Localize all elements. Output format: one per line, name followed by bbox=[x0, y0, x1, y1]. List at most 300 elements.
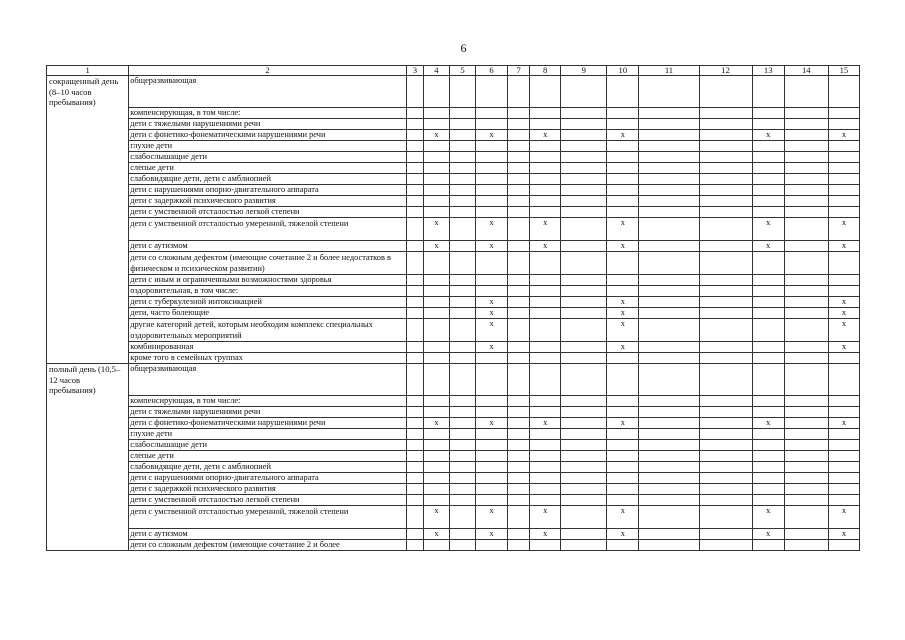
empty-cell bbox=[449, 407, 475, 418]
empty-cell bbox=[828, 207, 859, 218]
empty-cell bbox=[423, 108, 449, 119]
mark-x: x bbox=[476, 297, 508, 308]
empty-cell bbox=[699, 286, 752, 297]
empty-cell bbox=[476, 119, 508, 130]
empty-cell bbox=[752, 319, 784, 342]
empty-cell bbox=[784, 286, 828, 297]
category-cell: комбинированная bbox=[129, 342, 407, 353]
empty-cell bbox=[561, 451, 607, 462]
empty-cell bbox=[828, 462, 859, 473]
empty-cell bbox=[423, 440, 449, 451]
table-row bbox=[47, 429, 860, 440]
table-row bbox=[47, 506, 860, 529]
empty-cell bbox=[476, 364, 508, 396]
empty-cell bbox=[699, 218, 752, 241]
empty-cell bbox=[508, 207, 530, 218]
table-row bbox=[47, 484, 860, 495]
group-label-continuation bbox=[47, 207, 129, 218]
empty-cell bbox=[530, 319, 561, 342]
empty-cell bbox=[449, 495, 475, 506]
empty-cell bbox=[639, 353, 699, 364]
mark-x: x bbox=[530, 218, 561, 241]
empty-cell bbox=[699, 506, 752, 529]
group-label-continuation bbox=[47, 252, 129, 275]
empty-cell bbox=[561, 440, 607, 451]
table-row bbox=[47, 218, 860, 241]
empty-cell bbox=[784, 418, 828, 429]
empty-cell bbox=[561, 353, 607, 364]
column-header: 15 bbox=[828, 66, 859, 76]
empty-cell bbox=[607, 207, 639, 218]
empty-cell bbox=[530, 152, 561, 163]
table-row bbox=[47, 174, 860, 185]
mark-x: x bbox=[607, 241, 639, 252]
empty-cell bbox=[423, 76, 449, 108]
empty-cell bbox=[607, 451, 639, 462]
empty-cell bbox=[699, 319, 752, 342]
empty-cell bbox=[639, 241, 699, 252]
empty-cell bbox=[423, 540, 449, 551]
empty-cell bbox=[476, 495, 508, 506]
empty-cell bbox=[476, 540, 508, 551]
empty-cell bbox=[561, 108, 607, 119]
empty-cell bbox=[406, 429, 423, 440]
mark-x: x bbox=[828, 308, 859, 319]
empty-cell bbox=[508, 462, 530, 473]
empty-cell bbox=[406, 185, 423, 196]
empty-cell bbox=[639, 163, 699, 174]
empty-cell bbox=[828, 163, 859, 174]
empty-cell bbox=[639, 174, 699, 185]
empty-cell bbox=[752, 163, 784, 174]
empty-cell bbox=[423, 163, 449, 174]
empty-cell bbox=[561, 241, 607, 252]
mark-x: x bbox=[423, 506, 449, 529]
mark-x: x bbox=[752, 218, 784, 241]
empty-cell bbox=[449, 440, 475, 451]
group-label-continuation bbox=[47, 506, 129, 529]
group-label-continuation bbox=[47, 152, 129, 163]
empty-cell bbox=[476, 108, 508, 119]
empty-cell bbox=[530, 252, 561, 275]
mark-x: x bbox=[752, 506, 784, 529]
empty-cell bbox=[508, 286, 530, 297]
empty-cell bbox=[530, 108, 561, 119]
table-row bbox=[47, 141, 860, 152]
empty-cell bbox=[423, 495, 449, 506]
empty-cell bbox=[561, 396, 607, 407]
mark-x: x bbox=[828, 130, 859, 141]
empty-cell bbox=[561, 185, 607, 196]
empty-cell bbox=[699, 342, 752, 353]
empty-cell bbox=[752, 484, 784, 495]
empty-cell bbox=[423, 451, 449, 462]
empty-cell bbox=[449, 241, 475, 252]
empty-cell bbox=[561, 286, 607, 297]
empty-cell bbox=[561, 207, 607, 218]
empty-cell bbox=[530, 297, 561, 308]
empty-cell bbox=[561, 163, 607, 174]
empty-cell bbox=[699, 418, 752, 429]
mark-x: x bbox=[476, 241, 508, 252]
category-cell: дети с умственной отсталостью умеренной, тяжелой степени bbox=[129, 506, 407, 529]
empty-cell bbox=[607, 76, 639, 108]
empty-cell bbox=[449, 364, 475, 396]
group-label-continuation bbox=[47, 529, 129, 540]
category-cell: дети с аутизмом bbox=[129, 529, 407, 540]
empty-cell bbox=[752, 396, 784, 407]
empty-cell bbox=[639, 130, 699, 141]
empty-cell bbox=[530, 163, 561, 174]
empty-cell bbox=[752, 286, 784, 297]
category-cell: глухие дети bbox=[129, 429, 407, 440]
empty-cell bbox=[607, 462, 639, 473]
empty-cell bbox=[476, 353, 508, 364]
group-label-continuation bbox=[47, 319, 129, 342]
empty-cell bbox=[476, 141, 508, 152]
empty-cell bbox=[639, 141, 699, 152]
mark-x: x bbox=[828, 241, 859, 252]
empty-cell bbox=[508, 108, 530, 119]
empty-cell bbox=[530, 342, 561, 353]
mark-x: x bbox=[530, 506, 561, 529]
empty-cell bbox=[476, 174, 508, 185]
empty-cell bbox=[561, 119, 607, 130]
empty-cell bbox=[508, 163, 530, 174]
empty-cell bbox=[423, 275, 449, 286]
empty-cell bbox=[784, 540, 828, 551]
empty-cell bbox=[828, 495, 859, 506]
group-label-continuation bbox=[47, 429, 129, 440]
empty-cell bbox=[476, 152, 508, 163]
empty-cell bbox=[423, 462, 449, 473]
empty-cell bbox=[561, 130, 607, 141]
group-label-continuation bbox=[47, 174, 129, 185]
column-header: 3 bbox=[406, 66, 423, 76]
empty-cell bbox=[639, 119, 699, 130]
column-header: 2 bbox=[129, 66, 407, 76]
group-label-continuation bbox=[47, 185, 129, 196]
group-label-continuation bbox=[47, 286, 129, 297]
empty-cell bbox=[423, 196, 449, 207]
group-label-continuation bbox=[47, 342, 129, 353]
empty-cell bbox=[828, 141, 859, 152]
empty-cell bbox=[406, 353, 423, 364]
mark-x: x bbox=[828, 506, 859, 529]
empty-cell bbox=[423, 429, 449, 440]
empty-cell bbox=[508, 130, 530, 141]
empty-cell bbox=[752, 196, 784, 207]
empty-cell bbox=[449, 308, 475, 319]
empty-cell bbox=[561, 473, 607, 484]
empty-cell bbox=[752, 119, 784, 130]
mark-x: x bbox=[828, 319, 859, 342]
empty-cell bbox=[508, 119, 530, 130]
empty-cell bbox=[530, 484, 561, 495]
empty-cell bbox=[423, 119, 449, 130]
empty-cell bbox=[784, 130, 828, 141]
empty-cell bbox=[699, 308, 752, 319]
empty-cell bbox=[476, 163, 508, 174]
table-row bbox=[47, 185, 860, 196]
category-cell: дети с тяжелыми нарушениями речи bbox=[129, 407, 407, 418]
empty-cell bbox=[607, 174, 639, 185]
mark-x: x bbox=[423, 241, 449, 252]
empty-cell bbox=[784, 529, 828, 540]
empty-cell bbox=[508, 241, 530, 252]
empty-cell bbox=[828, 119, 859, 130]
group-label-continuation bbox=[47, 418, 129, 429]
empty-cell bbox=[406, 130, 423, 141]
category-cell: дети с умственной отсталостью легкой степени bbox=[129, 495, 407, 506]
empty-cell bbox=[508, 174, 530, 185]
table-row bbox=[47, 451, 860, 462]
group-label-continuation bbox=[47, 495, 129, 506]
empty-cell bbox=[699, 119, 752, 130]
empty-cell bbox=[699, 451, 752, 462]
empty-cell bbox=[828, 353, 859, 364]
empty-cell bbox=[828, 174, 859, 185]
empty-cell bbox=[784, 185, 828, 196]
category-cell: слабовидящие дети, дети с амблиопией bbox=[129, 462, 407, 473]
empty-cell bbox=[508, 308, 530, 319]
empty-cell bbox=[406, 342, 423, 353]
mark-x: x bbox=[476, 506, 508, 529]
empty-cell bbox=[508, 506, 530, 529]
empty-cell bbox=[607, 484, 639, 495]
empty-cell bbox=[406, 141, 423, 152]
empty-cell bbox=[449, 451, 475, 462]
category-cell: дети с иным и ограниченными возможностями здоровья bbox=[129, 275, 407, 286]
empty-cell bbox=[449, 252, 475, 275]
category-cell: дети с туберкулезной интоксикацией bbox=[129, 297, 407, 308]
group-label-continuation bbox=[47, 141, 129, 152]
group-label-continuation bbox=[47, 130, 129, 141]
table-row bbox=[47, 342, 860, 353]
empty-cell bbox=[561, 218, 607, 241]
table-row bbox=[47, 540, 860, 551]
empty-cell bbox=[406, 407, 423, 418]
empty-cell bbox=[828, 484, 859, 495]
group-label: сокращенный день (8–10 часов пребывания) bbox=[47, 76, 129, 108]
empty-cell bbox=[828, 108, 859, 119]
empty-cell bbox=[752, 275, 784, 286]
empty-cell bbox=[639, 364, 699, 396]
empty-cell bbox=[607, 396, 639, 407]
mark-x: x bbox=[476, 130, 508, 141]
category-cell: дети со сложным дефектом (имеющие сочетание 2 и более недостатков в физическом и психическом развитии) bbox=[129, 252, 407, 275]
empty-cell bbox=[639, 297, 699, 308]
empty-cell bbox=[699, 152, 752, 163]
empty-cell bbox=[508, 353, 530, 364]
empty-cell bbox=[449, 429, 475, 440]
empty-cell bbox=[784, 218, 828, 241]
category-cell: компенсирующая, в том числе: bbox=[129, 396, 407, 407]
empty-cell bbox=[423, 207, 449, 218]
empty-cell bbox=[699, 396, 752, 407]
category-cell: дети с умственной отсталостью легкой степени bbox=[129, 207, 407, 218]
empty-cell bbox=[449, 141, 475, 152]
empty-cell bbox=[639, 540, 699, 551]
mark-x: x bbox=[828, 297, 859, 308]
empty-cell bbox=[699, 163, 752, 174]
empty-cell bbox=[828, 275, 859, 286]
empty-cell bbox=[561, 76, 607, 108]
empty-cell bbox=[699, 429, 752, 440]
empty-cell bbox=[784, 353, 828, 364]
empty-cell bbox=[639, 252, 699, 275]
group-label-continuation bbox=[47, 484, 129, 495]
empty-cell bbox=[607, 407, 639, 418]
category-cell: слепые дети bbox=[129, 451, 407, 462]
empty-cell bbox=[607, 353, 639, 364]
empty-cell bbox=[607, 440, 639, 451]
empty-cell bbox=[406, 319, 423, 342]
empty-cell bbox=[530, 353, 561, 364]
category-cell: дети с фонетико-фонематическими нарушениями речи bbox=[129, 130, 407, 141]
table-row bbox=[47, 286, 860, 297]
empty-cell bbox=[423, 407, 449, 418]
empty-cell bbox=[752, 540, 784, 551]
empty-cell bbox=[752, 451, 784, 462]
empty-cell bbox=[476, 429, 508, 440]
empty-cell bbox=[530, 76, 561, 108]
empty-cell bbox=[784, 252, 828, 275]
mark-x: x bbox=[530, 418, 561, 429]
group-label-continuation bbox=[47, 396, 129, 407]
empty-cell bbox=[449, 207, 475, 218]
empty-cell bbox=[784, 319, 828, 342]
empty-cell bbox=[508, 407, 530, 418]
table-row bbox=[47, 241, 860, 252]
empty-cell bbox=[607, 141, 639, 152]
column-header: 13 bbox=[752, 66, 784, 76]
empty-cell bbox=[476, 473, 508, 484]
empty-cell bbox=[699, 297, 752, 308]
empty-cell bbox=[406, 297, 423, 308]
empty-cell bbox=[752, 76, 784, 108]
empty-cell bbox=[449, 218, 475, 241]
empty-cell bbox=[784, 297, 828, 308]
mark-x: x bbox=[607, 506, 639, 529]
mark-x: x bbox=[476, 529, 508, 540]
mark-x: x bbox=[607, 319, 639, 342]
empty-cell bbox=[784, 473, 828, 484]
empty-cell bbox=[508, 319, 530, 342]
empty-cell bbox=[828, 185, 859, 196]
mark-x: x bbox=[607, 529, 639, 540]
empty-cell bbox=[449, 462, 475, 473]
empty-cell bbox=[423, 252, 449, 275]
empty-cell bbox=[530, 473, 561, 484]
empty-cell bbox=[423, 319, 449, 342]
empty-cell bbox=[476, 396, 508, 407]
empty-cell bbox=[508, 529, 530, 540]
table-row bbox=[47, 308, 860, 319]
empty-cell bbox=[561, 196, 607, 207]
empty-cell bbox=[828, 286, 859, 297]
empty-cell bbox=[508, 196, 530, 207]
mark-x: x bbox=[423, 218, 449, 241]
group-label-continuation bbox=[47, 196, 129, 207]
empty-cell bbox=[508, 275, 530, 286]
empty-cell bbox=[828, 407, 859, 418]
empty-cell bbox=[784, 407, 828, 418]
empty-cell bbox=[423, 484, 449, 495]
empty-cell bbox=[699, 473, 752, 484]
group-label-continuation bbox=[47, 308, 129, 319]
column-header: 14 bbox=[784, 66, 828, 76]
empty-cell bbox=[449, 540, 475, 551]
empty-cell bbox=[828, 440, 859, 451]
empty-cell bbox=[530, 462, 561, 473]
empty-cell bbox=[699, 495, 752, 506]
category-cell: кроме того в семейных группах bbox=[129, 353, 407, 364]
empty-cell bbox=[423, 286, 449, 297]
empty-cell bbox=[828, 364, 859, 396]
empty-cell bbox=[561, 529, 607, 540]
category-cell: слабослышащие дети bbox=[129, 152, 407, 163]
empty-cell bbox=[699, 185, 752, 196]
empty-cell bbox=[639, 275, 699, 286]
empty-cell bbox=[699, 196, 752, 207]
empty-cell bbox=[406, 207, 423, 218]
mark-x: x bbox=[530, 529, 561, 540]
empty-cell bbox=[752, 252, 784, 275]
empty-cell bbox=[699, 207, 752, 218]
empty-cell bbox=[639, 506, 699, 529]
mark-x: x bbox=[476, 418, 508, 429]
empty-cell bbox=[508, 451, 530, 462]
empty-cell bbox=[828, 196, 859, 207]
empty-cell bbox=[752, 462, 784, 473]
empty-cell bbox=[828, 540, 859, 551]
empty-cell bbox=[561, 141, 607, 152]
empty-cell bbox=[784, 76, 828, 108]
empty-cell bbox=[561, 252, 607, 275]
category-cell: общеразвивающая bbox=[129, 76, 407, 108]
empty-cell bbox=[784, 396, 828, 407]
empty-cell bbox=[784, 462, 828, 473]
empty-cell bbox=[639, 451, 699, 462]
group-label-continuation bbox=[47, 108, 129, 119]
empty-cell bbox=[406, 218, 423, 241]
empty-cell bbox=[406, 506, 423, 529]
empty-cell bbox=[406, 529, 423, 540]
empty-cell bbox=[784, 207, 828, 218]
column-header: 1 bbox=[47, 66, 129, 76]
data-table bbox=[46, 65, 860, 551]
empty-cell bbox=[449, 473, 475, 484]
category-cell: дети с тяжелыми нарушениями речи bbox=[129, 119, 407, 130]
empty-cell bbox=[449, 152, 475, 163]
empty-cell bbox=[406, 241, 423, 252]
category-cell: дети с задержкой психического развития bbox=[129, 484, 407, 495]
empty-cell bbox=[784, 506, 828, 529]
empty-cell bbox=[476, 275, 508, 286]
empty-cell bbox=[752, 364, 784, 396]
empty-cell bbox=[607, 108, 639, 119]
empty-cell bbox=[561, 506, 607, 529]
category-cell: слабослышащие дети bbox=[129, 440, 407, 451]
empty-cell bbox=[699, 407, 752, 418]
column-header: 10 bbox=[607, 66, 639, 76]
empty-cell bbox=[699, 364, 752, 396]
empty-cell bbox=[406, 108, 423, 119]
empty-cell bbox=[699, 108, 752, 119]
empty-cell bbox=[423, 396, 449, 407]
group-label-continuation bbox=[47, 218, 129, 241]
